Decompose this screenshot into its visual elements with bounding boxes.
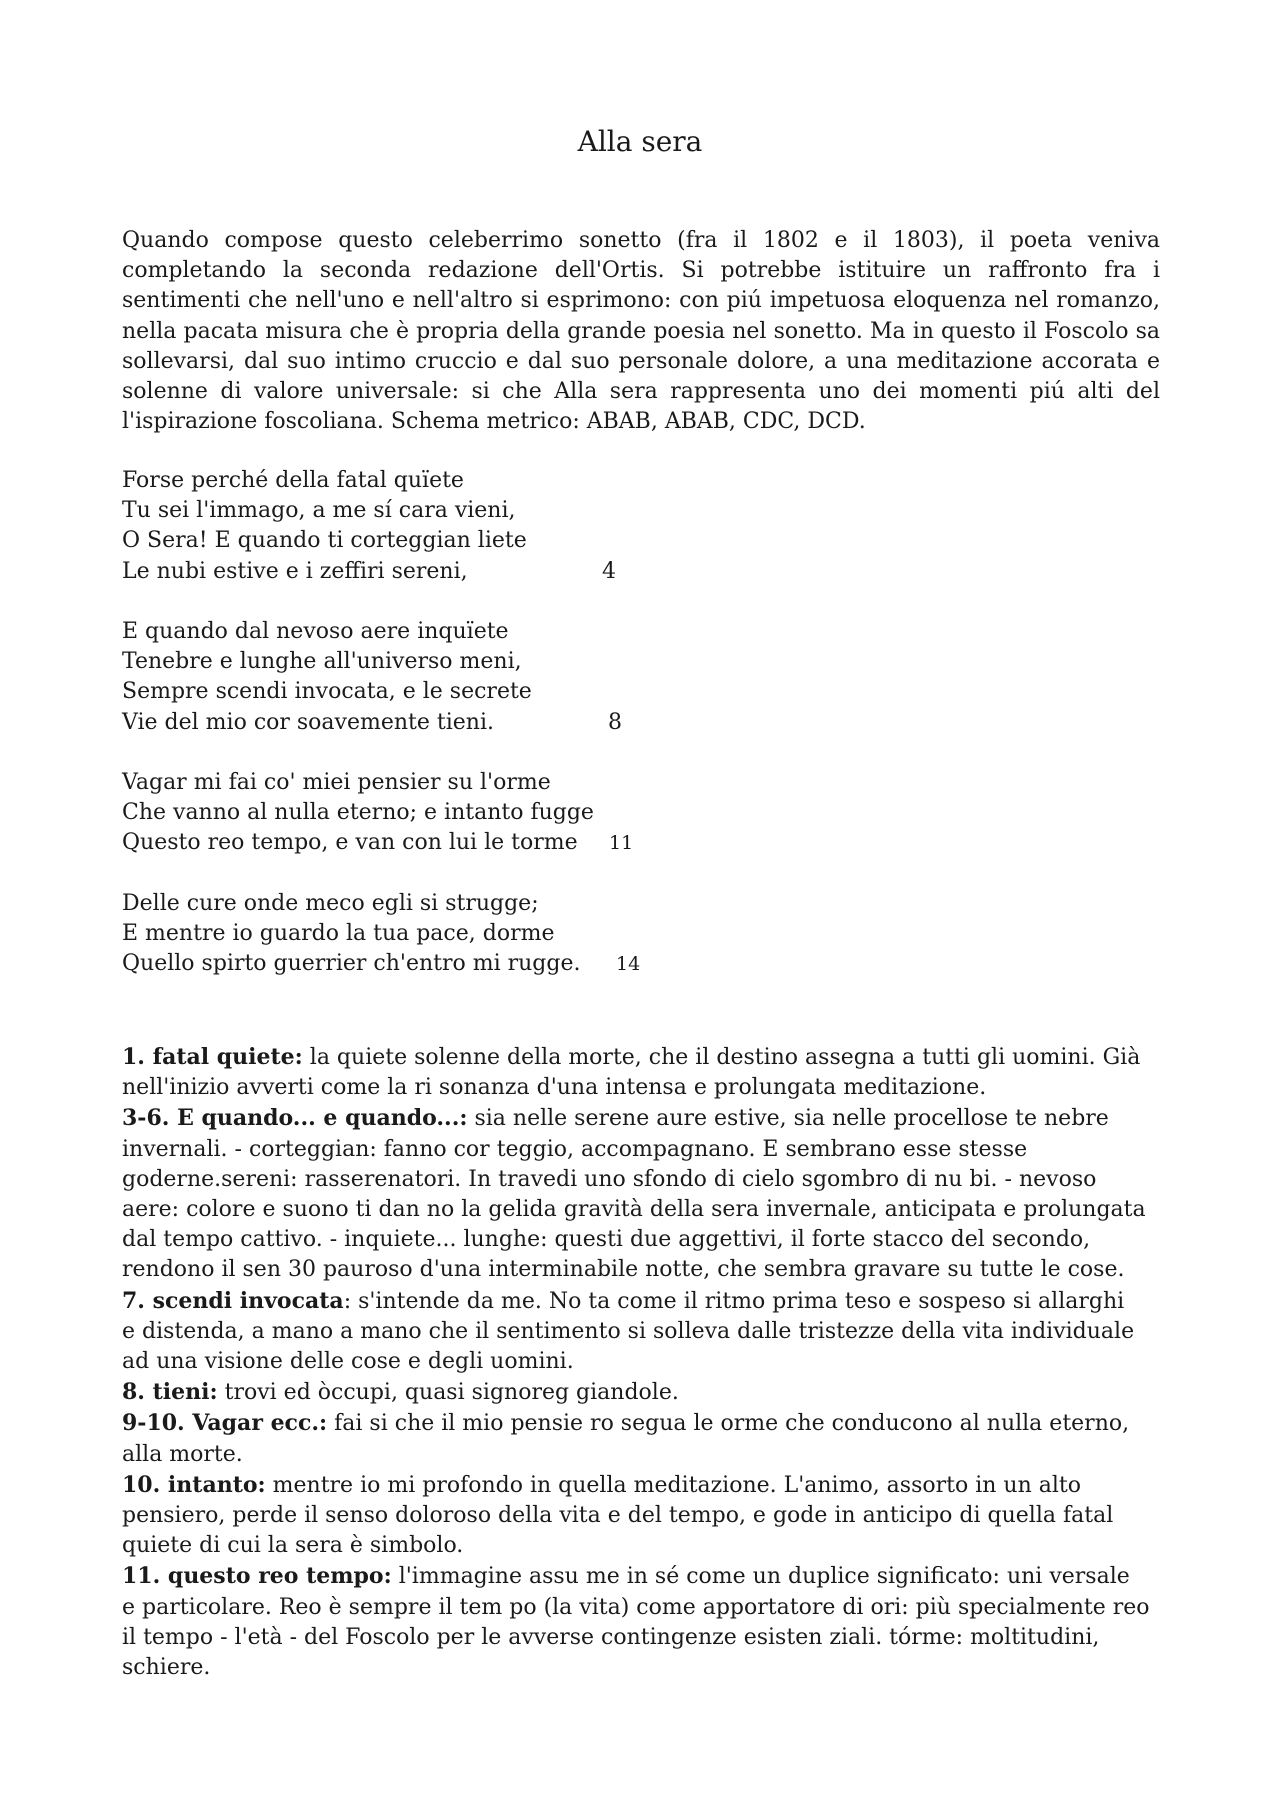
verse-line — [122, 557, 682, 587]
note-8 — [122, 1377, 1172, 1408]
note-3-6 — [122, 1103, 1172, 1285]
verse-text: Delle cure onde meco egli si strugge; — [122, 891, 539, 916]
verse-line — [122, 828, 682, 858]
note-1 — [122, 1042, 1172, 1103]
note-text: il tempo - l'età - del Foscolo per le avverse contingenze esisten ziali. tórme: moltitudini, — [122, 1624, 1100, 1650]
verse-text: Quello spirto guerrier ch'entro mi rugge. — [122, 951, 581, 977]
verse-line — [122, 768, 682, 798]
verse-line — [122, 798, 682, 828]
verse-text: E quando dal nevoso aere inquïete — [122, 619, 509, 644]
verse-line — [122, 949, 682, 979]
note-text: sia nelle serene aure estive, sia nelle procellose te nebre — [467, 1106, 1109, 1132]
verse-line — [122, 677, 682, 707]
verse-text: Che vanno al nulla eterno; e intanto fugge — [122, 800, 594, 826]
verse-text: Vagar mi fai co' miei pensier su l'orme — [122, 770, 551, 795]
note-text: nell'inizio avverti come la ri sonanza d'una intensa e prolungata meditazione. — [122, 1075, 987, 1101]
verse-line — [122, 466, 682, 496]
note-heading: 8. tieni: — [122, 1379, 218, 1406]
verse-text: Le nubi estive e i zeffiri sereni, — [122, 558, 468, 584]
verse-text: Sempre scendi invocata, e le secrete — [122, 679, 532, 705]
note-heading: 11. questo reo tempo: — [122, 1563, 392, 1590]
verse-text: Tenebre e lunghe all'universo meni, — [122, 649, 522, 675]
verse-text: O Sera! E quando ti corteggian liete — [122, 528, 527, 554]
note-text: rendono il sen 30 pauroso d'una interminabile notte, che sembra gravare su tutte le cose. — [122, 1257, 1125, 1283]
page-title: Alla sera — [577, 125, 703, 158]
verse-line — [122, 919, 682, 949]
verse-text: Questo reo tempo, e van con lui le torme — [122, 830, 578, 856]
verse-line — [122, 647, 682, 677]
verse-line — [122, 708, 682, 738]
note-text: schiere. — [122, 1655, 211, 1681]
verse-text: Forse perché della fatal quïete — [122, 468, 464, 493]
note-text: quiete di cui la sera è simbolo. — [122, 1533, 464, 1559]
poem-stanza-3 — [122, 768, 682, 859]
note-text: trovi ed òccupi, quasi signoreg giandole. — [217, 1380, 679, 1406]
note-heading: 1. fatal quiete: — [122, 1044, 303, 1070]
poem-stanza-2 — [122, 617, 682, 738]
verse-line — [122, 889, 682, 919]
note-text: la quiete solenne della morte, che il destino assegna a tutti gli uomini. Già — [302, 1045, 1141, 1070]
verse-number: 11 — [609, 832, 634, 855]
note-heading: 3-6. E quando... e quando...: — [122, 1105, 468, 1132]
note-text: : s'intende da me. No ta come il ritmo prima teso e sospeso si allarghi — [343, 1288, 1125, 1314]
note-text: e particolare. Reo è sempre il tem po (la vita) come apportatore di ori: più specialmente reo — [122, 1594, 1150, 1620]
verse-number: 8 — [608, 709, 622, 735]
note-text: fai si che il mio pensie ro segua le orme che conducono al nulla eterno, — [327, 1411, 1130, 1437]
verse-text: Tu sei l'immago, a me sí cara vieni, — [122, 498, 516, 524]
note-7 — [122, 1286, 1172, 1378]
note-9-10 — [122, 1408, 1172, 1469]
note-text: e distenda, a mano a mano che il sentimento si solleva dalle tristezze della vita individuale — [122, 1318, 1135, 1344]
verse-line — [122, 617, 682, 647]
verse-number: 4 — [602, 558, 616, 584]
intro-paragraph: Quando compose questo celeberrimo sonetto (fra il 1802 e il 1803), il poeta veniva completando la seconda redazione dell'Ortis. Si potrebbe istituire un raffronto fra i sentimenti che nell'uno e nell'altro si esprimono: con piú impetuosa eloquenza nel romanzo, nella pacata misura che è propria della grande poesia nel sonetto. Ma in questo il Foscolo sa sollevarsi, dal suo intimo cruccio e dal suo personale dolore, a una meditazione accorata e solenne di valore universale: si che Alla sera rappresenta uno dei momenti piú alti del l'ispirazione foscoliana. Schema metrico: ABAB, ABAB, CDC, DCD. — [122, 228, 1160, 435]
verse-text: E mentre io guardo la tua pace, dorme — [122, 921, 555, 947]
note-heading: 7. scendi invocata — [122, 1287, 344, 1314]
poem-stanza-4 — [122, 889, 682, 980]
note-text: aere: colore e suono ti dan no la gelida gravità della sera invernale, anticipata e prolungata — [122, 1197, 1146, 1223]
note-text: goderne.sereni: rasserenatori. In travedi uno sfondo di cielo sgombro di nu bi. - nevoso — [122, 1166, 1097, 1192]
note-heading: 9-10. Vagar ecc.: — [122, 1410, 328, 1437]
note-text: invernali. - corteggian: fanno cor teggio, accompagnano. E sembrano esse stesse — [122, 1136, 1028, 1162]
note-10 — [122, 1470, 1172, 1562]
note-text: alla morte. — [122, 1441, 243, 1467]
verse-text: Vie del mio cor soavemente tieni. — [122, 709, 494, 735]
notes-section — [122, 1042, 1172, 1683]
verse-line — [122, 496, 682, 526]
note-text: ad una visione delle cose e degli uomini. — [122, 1349, 574, 1375]
note-text: dal tempo cattivo. - inquiete... lunghe: questi due aggettivi, il forte stacco del secondo, — [122, 1227, 1091, 1253]
verse-number: 14 — [616, 953, 641, 976]
verse-line — [122, 526, 682, 556]
poem-stanza-1 — [122, 466, 682, 587]
note-heading: 10. intanto: — [122, 1471, 266, 1498]
note-text: l'immagine assu me in sé come un duplice significato: uni versale — [391, 1564, 1130, 1590]
note-text: mentre io mi profondo in quella meditazione. L'animo, assorto in un alto — [265, 1472, 1081, 1498]
note-11 — [122, 1561, 1172, 1683]
note-text: pensiero, perde il senso doloroso della vita e del tempo, e gode in anticipo di quella fatal — [122, 1503, 1114, 1529]
